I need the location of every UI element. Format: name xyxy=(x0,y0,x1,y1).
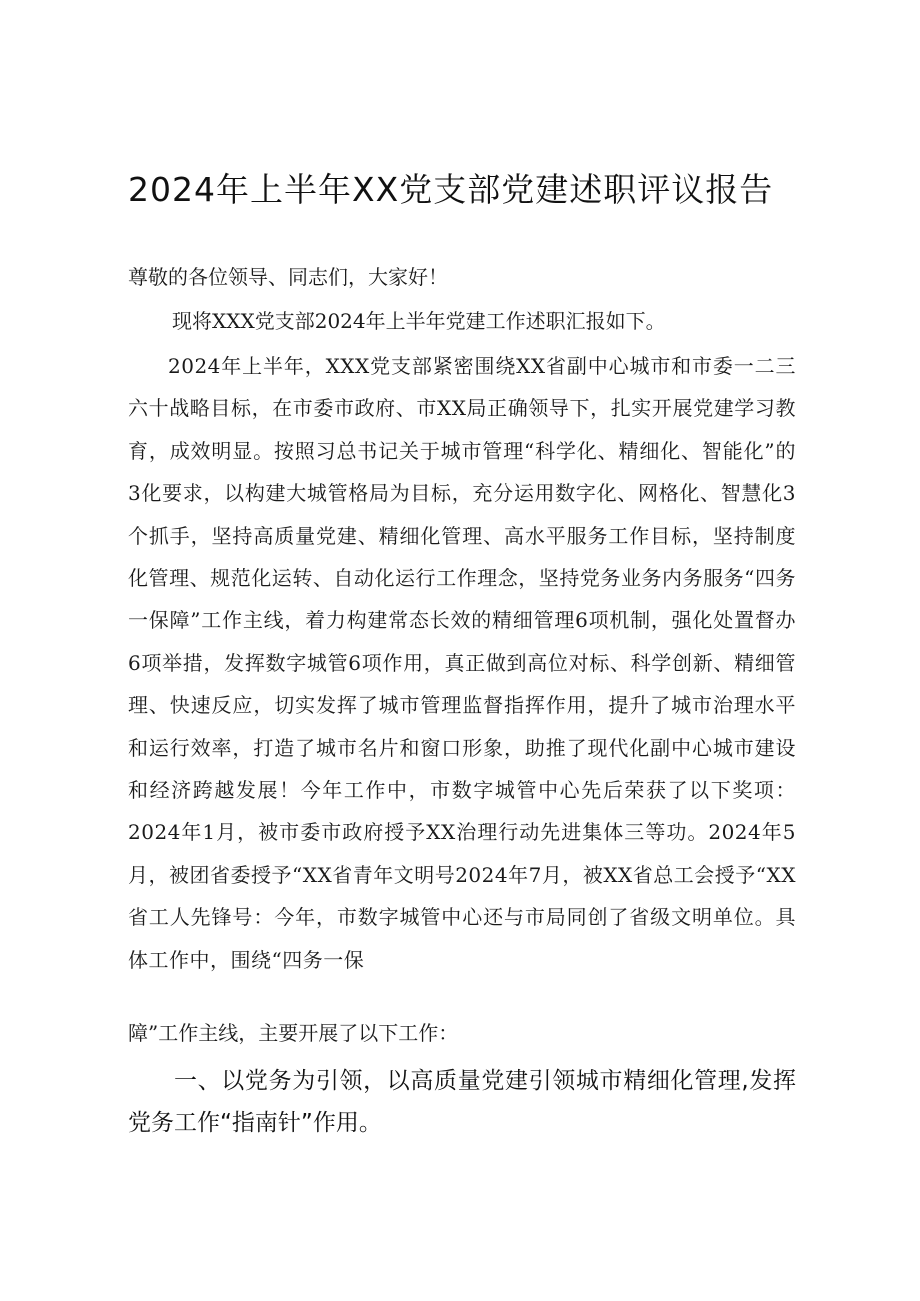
intro-paragraph: 现将XXX党支部2024年上半年党建工作述职汇报如下。 xyxy=(172,309,666,333)
section-heading-1: 一、以党务为引领，以高质量党建引领城市精细化管理,发挥党务工作“指南针”作用。 xyxy=(128,1068,796,1136)
document-title: 2024年上半年XX党支部党建述职评议报告 xyxy=(128,170,774,209)
body-paragraph: 2024年上半年，XXX党支部紧密围绕XX省副中心城市和市委一二三六十战略目标，在市委市政府、市XX局正确领导下，扎实开展党建学习教育，成效明显。按照习总书记关于城市管理“科学化、精细化、智能化”的3化要求，以构建大城管格局为目标，充分运用数字化、网格化、智慧化3个抓手，坚持高质量党建、精细化管理、高水平服务工作目标，坚持制度化管理、规范化运转、自动化运行工作理念，坚持党务业务内务服务“四务一保障”工作主线，着力构建常态长效的精细管理6项机制，强化处置督办6项举措，发挥数字城管6项作用，真正做到高位对标、科学创新、精细管理、快速反应，切实发挥了城市管理监督指挥作用，提升了城市治理水平和运行效率，打造了城市名片和窗口形象，助推了现代化副中心城市建设和经济跨越发展！今年工作中，市数字城管中心先后荣获了以下奖项：2024年1月，被市委市政府授予XX治理行动先进集体三等功。2024年5月，被团省委授予“XX省青年文明号2024年7月，被XX省总工会授予“XX省工人先锋号：今年，市数字城管中心还与市局同创了省级文明单位。具体工作中，围绕“四务一保 xyxy=(128,354,797,972)
salutation: 尊敬的各位领导、同志们，大家好！ xyxy=(128,265,448,289)
continuation-line: 障”工作主线，主要开展了以下工作： xyxy=(128,1021,459,1045)
